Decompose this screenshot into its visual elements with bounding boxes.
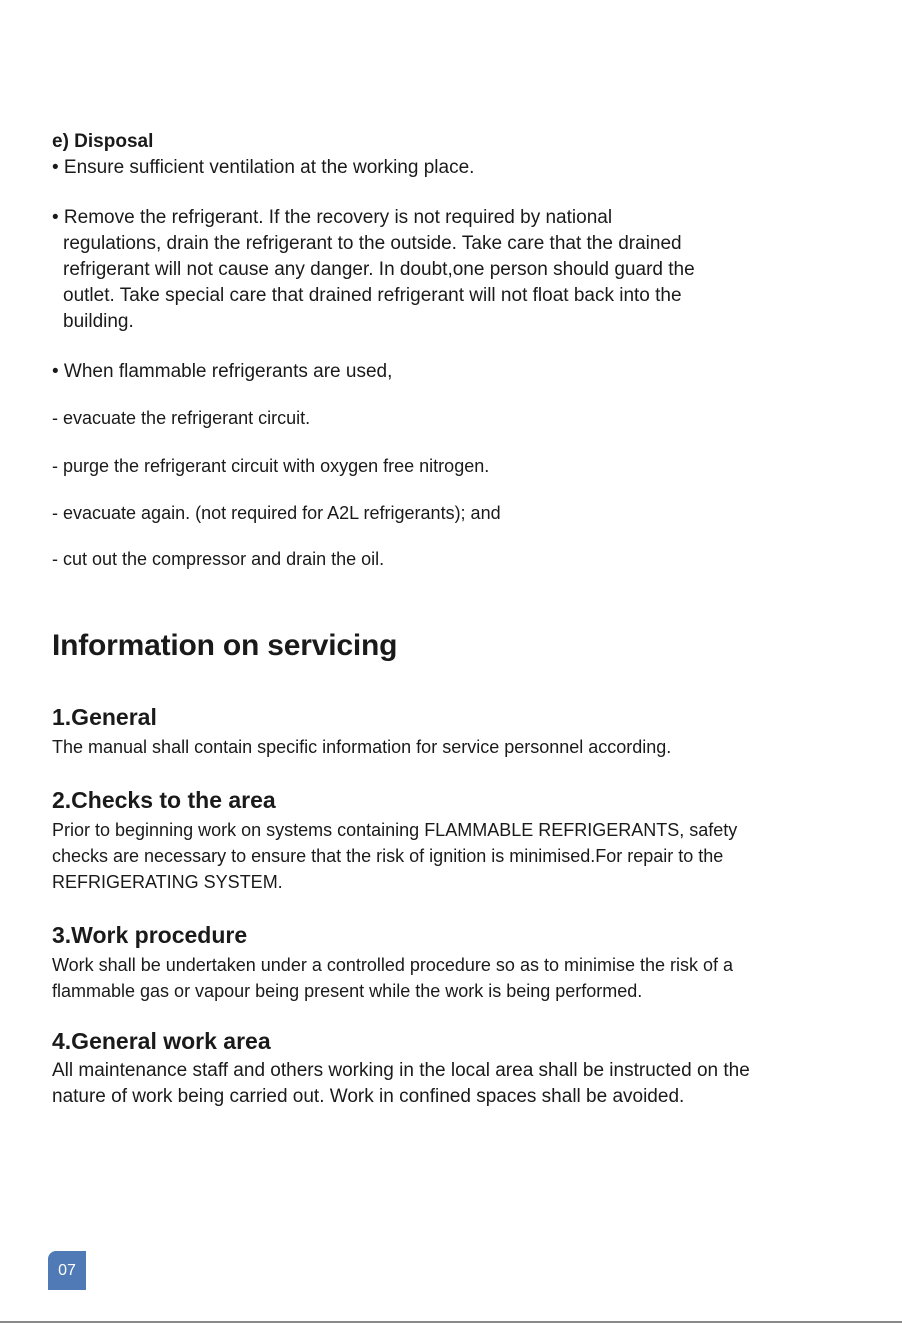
- disposal-step-evacuate-again: - evacuate again. (not required for A2L refrigerants); and: [52, 503, 501, 523]
- disposal-bullet-remove-line-4: outlet. Take special care that drained refrigerant will not float back into the: [63, 285, 682, 306]
- section-procedure-line-1: Work shall be undertaken under a controlled procedure so as to minimise the risk of a: [52, 955, 734, 975]
- section-procedure-heading: 3.Work procedure: [52, 922, 248, 948]
- disposal-heading: e) Disposal: [52, 131, 154, 152]
- disposal-bullet-remove-line-1: • Remove the refrigerant. If the recovery is not required by national: [52, 207, 613, 228]
- disposal-bullet-remove-line-5: building.: [63, 311, 134, 332]
- section-work-area-heading: 4.General work area: [52, 1028, 271, 1054]
- disposal-bullet-remove-line-2: regulations, drain the refrigerant to the outside. Take care that the drained: [63, 233, 682, 254]
- bottom-divider: [0, 1321, 902, 1323]
- section-checks-line-2: checks are necessary to ensure that the risk of ignition is minimised.For repair to the: [52, 846, 724, 866]
- section-general-heading: 1.General: [52, 704, 157, 730]
- section-checks-line-1: Prior to beginning work on systems containing FLAMMABLE REFRIGERANTS, safety: [52, 820, 738, 840]
- section-procedure-line-2: flammable gas or vapour being present while the work is being performed.: [52, 981, 643, 1001]
- disposal-step-evacuate: - evacuate the refrigerant circuit.: [52, 408, 311, 428]
- page-number-badge: 07: [48, 1251, 86, 1290]
- section-work-area-line-1: All maintenance staff and others working in the local area shall be instructed on the: [52, 1060, 750, 1081]
- disposal-bullet-ventilation: • Ensure sufficient ventilation at the working place.: [52, 157, 475, 178]
- section-work-area-line-2: nature of work being carried out. Work in confined spaces shall be avoided.: [52, 1086, 685, 1107]
- disposal-bullet-flammable: • When flammable refrigerants are used,: [52, 361, 393, 382]
- disposal-step-purge: - purge the refrigerant circuit with oxygen free nitrogen.: [52, 456, 490, 476]
- disposal-step-cut-out: - cut out the compressor and drain the oil.: [52, 549, 385, 569]
- section-checks-heading: 2.Checks to the area: [52, 787, 276, 813]
- servicing-title: Information on servicing: [52, 629, 398, 662]
- section-checks-line-3: REFRIGERATING SYSTEM.: [52, 872, 283, 892]
- disposal-bullet-remove-line-3: refrigerant will not cause any danger. In doubt,one person should guard the: [63, 259, 695, 280]
- section-general-text: The manual shall contain specific information for service personnel according.: [52, 737, 672, 757]
